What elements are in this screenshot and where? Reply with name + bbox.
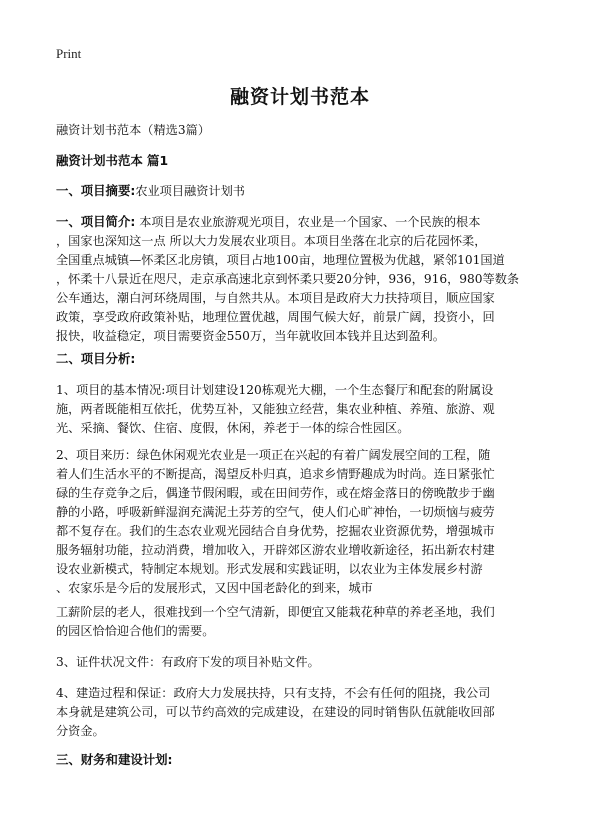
section-finance-heading: 三、财务和建设计划:	[56, 752, 173, 767]
subtitle: 融资计划书范本（精选3篇）	[56, 123, 211, 137]
section-summary	[56, 181, 546, 201]
section-summary-value: 农业项目融资计划书	[135, 184, 245, 198]
project-intro: 一、项目简介: 本项目是农业旅游观光项目，农业是一个国家、一个民族的根本 ，国家也深知这一点 所以大力发展农业项目。本项目坐落在北京的后花园怀柔， 全国重点城镇—怀柔区北房镇，项目占地100亩，地理位置极为优越，紧邻101国道 ，怀柔十八景近在咫尺，走京承高速北京到怀柔只要20分钟，936，916，980等数条 公车通达，潮白河环绕周围，与自然共从。本项目是政府大力扶持项目，顺应国家 政策，享受政府政策补贴，地理位置优越，周围气候大好，前景广阔，投资小，回 报快，收益稳定，项目需要资金550万，当年就收回本钱并且达到盈利。	[56, 214, 520, 343]
paragraph-certificates: 3、证件状况文件：有政府下发的项目补贴文件。	[56, 655, 320, 669]
paragraph-elderly: 工薪阶层的老人，很难找到一个空气清新，即便宜又能栽花种草的养老圣地，我们 的园区恰恰迎合他们的需要。	[56, 605, 495, 638]
paragraph-basic-info: 1、项目的基本情况:项目计划建设120栋观光大棚，一个生态餐厅和配套的附属设 施，两者既能相互依托，优势互补，又能独立经营，集农业种植、养殖、旅游、观 光、采摘、餐饮、住宿、度假，休闲，养老于一体的综合性园区。	[56, 383, 495, 435]
chapter-heading: 融资计划书范本 篇1	[56, 153, 169, 168]
section-summary-label: 一、项目摘要:	[56, 183, 136, 198]
print-link[interactable]: Print	[56, 46, 82, 61]
page-title: 融资计划书范本	[229, 86, 370, 108]
paragraph-origin: 2、项目来历：绿色休闲观光农业是一项正在兴起的有着广阔发展空间的工程，随 着人们生活水平的不断提高，渴望反朴归真，追求乡情野趣成为时尚。连日紧张忙 碌的生存竞争之后，偶逢节假闲暇，或在田间劳作，或在熔金落日的傍晚散步于幽 静的小路，呼吸新鲜湿润充满泥土芬芳的空气，使人们心旷神怡，一切烦恼与疲劳 都不复存在。我们的生态农业观光园结合自身优势，挖掘农业资源优势，增强城市 服务辐射功能，拉动消费，增加收入，开辟郊区游农业增收新途径，拓出新农村建 设农业新模式，特制定本规划。形式发展和实践证明，以农业为主体发展乡村游 、农家乐是今后的发展形式，又因中国老龄化的到来，城市	[56, 448, 495, 595]
project-intro-label: 一、项目简介:	[56, 214, 136, 229]
section-analysis-heading: 二、项目分析:	[56, 351, 136, 366]
paragraph-construction: 4、建造过程和保证：政府大力发展扶持，只有支持，不会有任何的阻挠，我公司 本身就是建筑公司，可以节约高效的完成建设，在建设的同时销售队伍就能收回部 分资金。	[56, 686, 495, 738]
